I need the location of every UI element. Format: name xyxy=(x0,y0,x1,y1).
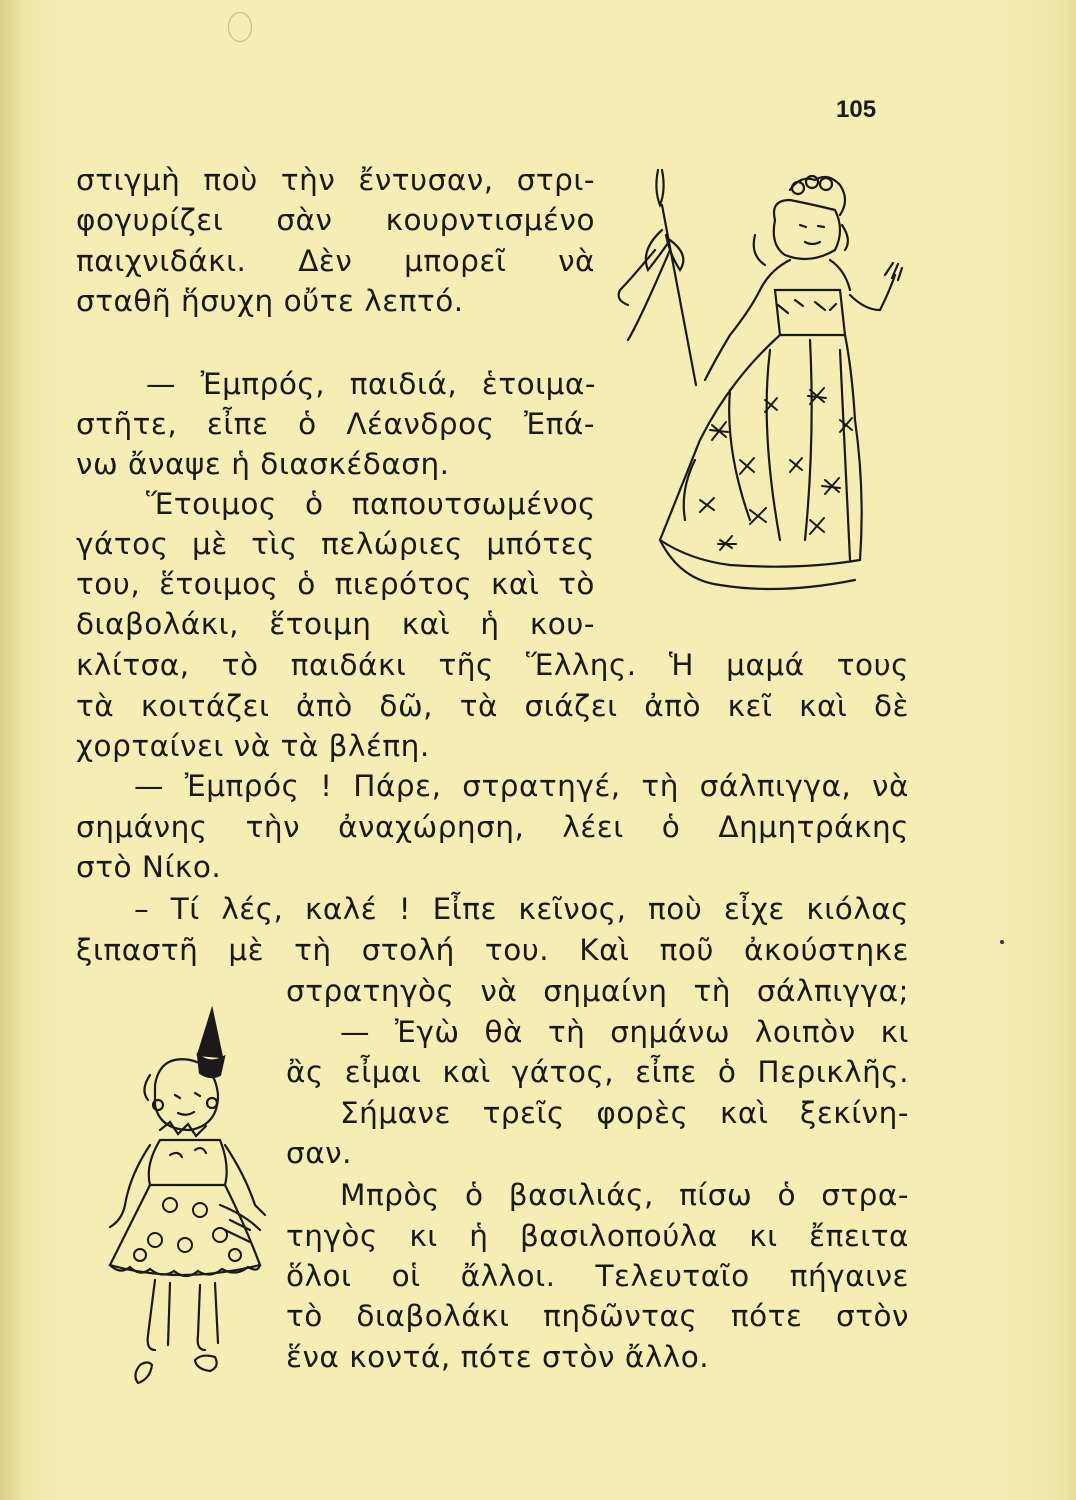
text-line: χορταίνει νὰ τὰ βλέπη. xyxy=(76,729,430,763)
page-number: 105 xyxy=(836,96,877,123)
text-line: — Ἐμπρός ! Πάρε, στρατηγέ, τὴ σάλπιγγα, νὰ xyxy=(134,769,909,803)
text-line: – Τί λές, καλέ ! Εἶπε κεῖνος, ποὺ εἶχε κιόλας xyxy=(134,892,909,926)
text-line: — Ἐγὼ θὰ τὴ σημάνω λοιπὸν κι xyxy=(340,1015,909,1049)
text-line: γάτος μὲ τὶς πελώριες μπότες xyxy=(76,527,595,561)
text-line: φογυρίζει σὰν κουρντισμένο xyxy=(76,203,595,237)
text-line: σταθῆ ἥσυχη οὔτε λεπτό. xyxy=(76,284,464,318)
text-line: σημάνης τὴν ἀναχώρηση, λέει ὁ Δημητράκης xyxy=(76,810,909,844)
text-line: διαβολάκι, ἕτοιμη καὶ ἡ κου- xyxy=(76,607,595,641)
text-line: — Ἐμπρός, παιδιά, ἑτοιμα- xyxy=(146,367,596,401)
girl-with-staff-illustration xyxy=(600,160,910,610)
text-line: Σήμανε τρεῖς φορὲς καὶ ξεκίνη- xyxy=(340,1096,909,1130)
paper-mark xyxy=(228,12,252,42)
text-line: νω ἄναψε ἡ διασκέδαση. xyxy=(76,447,450,481)
text-line: ξιπαστῆ μὲ τὴ στολή του. Καὶ ποῦ ἀκούστηκε xyxy=(76,933,909,967)
text-line: ἂς εἶμαι καὶ γάτος, εἶπε ὁ Περικλῆς. xyxy=(286,1055,909,1089)
text-line: κλίτσα, τὸ παιδάκι τῆς Ἕλλης. Ἡ μαμά τους xyxy=(76,648,909,682)
text-line: Μπρὸς ὁ βασιλιάς, πίσω ὁ στρα- xyxy=(340,1178,909,1212)
text-line: ὅλοι οἱ ἄλλοι. Τελευταῖο πήγαινε xyxy=(286,1259,909,1293)
text-line: στρατηγὸς νὰ σημαίνη τὴ σάλπιγγα; xyxy=(286,974,909,1008)
text-line: στῆτε, εἶπε ὁ Λέανδρος Ἐπά- xyxy=(76,407,595,441)
text-line: στὸ Νίκο. xyxy=(76,850,222,884)
text-line: τηγὸς κι ἡ βασιλοπούλα κι ἔπειτα xyxy=(286,1219,909,1253)
text-line: του, ἕτοιμος ὁ πιερότος καὶ τὸ xyxy=(76,567,595,601)
doll-illustration xyxy=(70,1005,280,1390)
text-line: στιγμὴ ποὺ τὴν ἔντυσαν, στρι- xyxy=(76,163,595,197)
ink-spot xyxy=(1000,940,1004,944)
text-line: παιχνιδάκι. Δὲν μπορεῖ νὰ xyxy=(76,244,595,278)
text-line: ἕνα κοντά, πότε στὸν ἄλλο. xyxy=(286,1340,710,1374)
text-line: τὰ κοιτάζει ἀπὸ δῶ, τὰ σιάζει ἀπὸ κεῖ καὶ δὲ xyxy=(76,689,909,723)
text-line: τὸ διαβολάκι πηδῶντας πότε στὸν xyxy=(286,1299,909,1333)
text-line: σαν. xyxy=(286,1136,352,1170)
text-line: Ἕτοιμος ὁ παπουτσωμένος xyxy=(146,487,596,521)
